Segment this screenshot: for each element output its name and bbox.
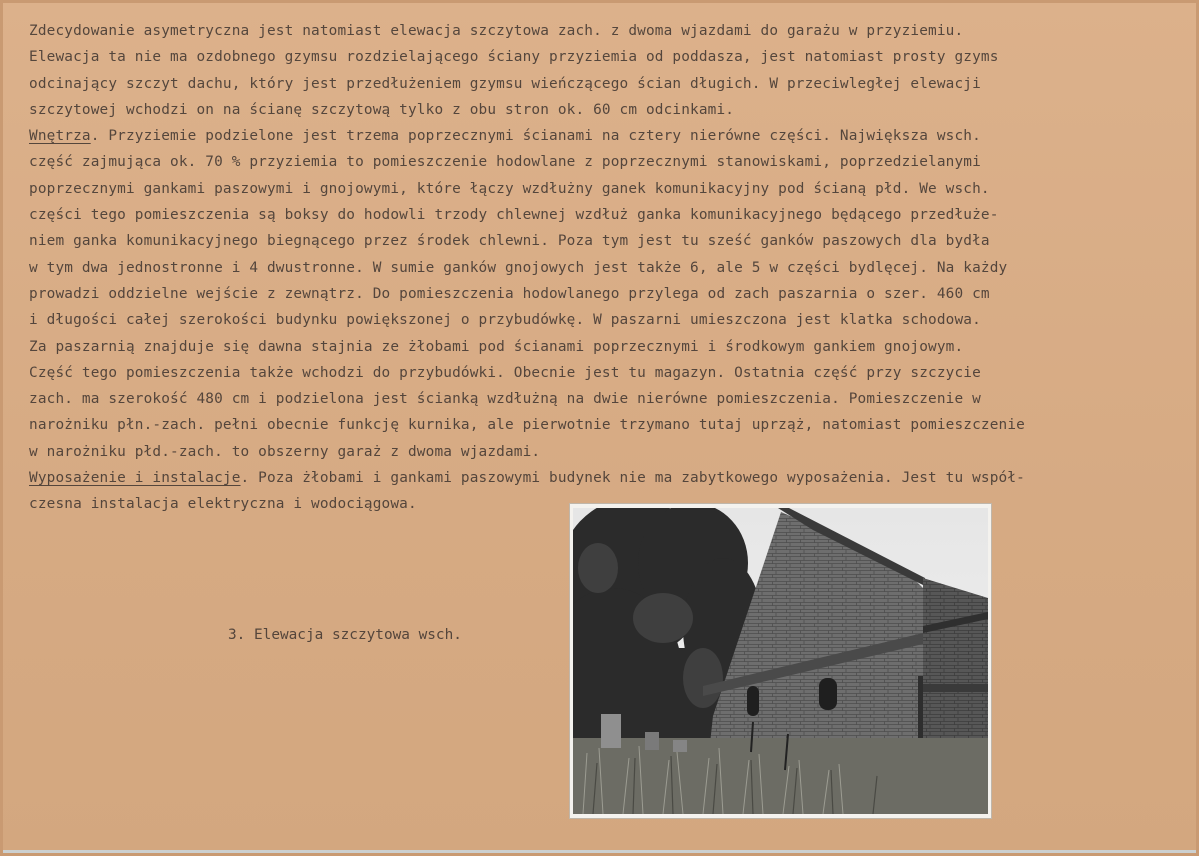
text-line: części tego pomieszczenia są boksy do hodowli trzody chlewnej wzdłuż ganka komunikacyjnego będącego przedłuże- — [29, 207, 999, 224]
section-heading-equipment: Wyposażenie i instalacje — [29, 470, 241, 487]
text-line: prowadzi oddzielne wejście z zewnątrz. Do pomieszczenia hodowlanego przylega od zach paszarnia o szer. 460 cm — [29, 285, 990, 302]
text-line: część zajmująca ok. 70 % przyziemia to pomieszczenie hodowlane z poprzecznymi stanowiskami, poprzedzielanymi — [29, 154, 981, 171]
text-line: niem ganka komunikacyjnego biegnącego przez środek chlewni. Poza tym jest tu sześć ganków paszowych dla bydła — [29, 233, 990, 250]
photo-caption: 3. Elewacja szczytowa wsch. — [228, 627, 462, 643]
text-fragment: . Przyziemie podzielone jest trzema poprzecznymi ścianami na cztery nierówne części. Największa wsch. — [90, 128, 981, 145]
text-line: szczytowej wchodzi on na ścianę szczytową tylko z obu stron ok. 60 cm odcinkami. — [29, 101, 735, 118]
text-line: zach. ma szerokość 480 cm i podzielona jest ścianką wzdłużną na dwie nierówne pomieszczenia. Pomieszczenie w — [29, 391, 981, 408]
section-interior-first-line — [29, 123, 1195, 149]
text-fragment: . Poza żłobami i gankami paszowymi budynek nie ma zabytkowego wyposażenia. Jest tu współ- — [240, 470, 1025, 487]
text-line: w tym dwa jednostronne i 4 dwustronne. W sumie ganków gnojowych jest także 6, ale 5 w części bydlęcej. Na każdy — [29, 259, 1008, 276]
section-equipment-first-line — [29, 465, 1195, 491]
text-line: i długości całej szerokości budynku powiększonej o przybudówkę. W paszarni umieszczona jest klatka schodowa. — [29, 312, 981, 329]
text-line: poprzecznymi gankami paszowymi i gnojowymi, które łączy wzdłużny ganek komunikacyjny pod ścianą płd. We wsch. — [29, 180, 990, 197]
text-line: Zdecydowanie asymetryczna jest natomiast elewacja szczytowa zach. z dwoma wjazdami do garażu w przyziemiu. — [29, 23, 964, 39]
photograph — [570, 504, 991, 818]
text-line: w narożniku płd.-zach. to obszerny garaż z dwoma wjazdami. — [29, 443, 541, 460]
text-line: narożniku płn.-zach. pełni obecnie funkcję kurnika, ale pierwotnie trzymano tutaj uprząż, natomiast pomieszczenie — [29, 417, 1025, 434]
section-heading-interior: Wnętrza — [29, 128, 91, 145]
text-line: odcinający szczyt dachu, który jest przedłużeniem gzymsu wieńczącego ścian długich. W przeciwległej elewacji — [29, 75, 981, 92]
text-line: Część tego pomieszczenia także wchodzi do przybudówki. Obecnie jest tu magazyn. Ostatnia część przy szczycie — [29, 364, 981, 381]
text-line: czesna instalacja elektryczna i wodociągowa. — [29, 496, 417, 513]
typewritten-text — [29, 18, 1195, 518]
barn-gable-photo — [573, 508, 988, 814]
text-line: Elewacja ta nie ma ozdobnego gzymsu rozdzielającego ściany przyziemia od poddasza, jest natomiast prosty gzyms — [29, 49, 999, 66]
text-line: Za paszarnią znajduje się dawna stajnia ze żłobami pod ścianami poprzecznymi i środkowym gankiem gnojowym. — [29, 338, 964, 355]
